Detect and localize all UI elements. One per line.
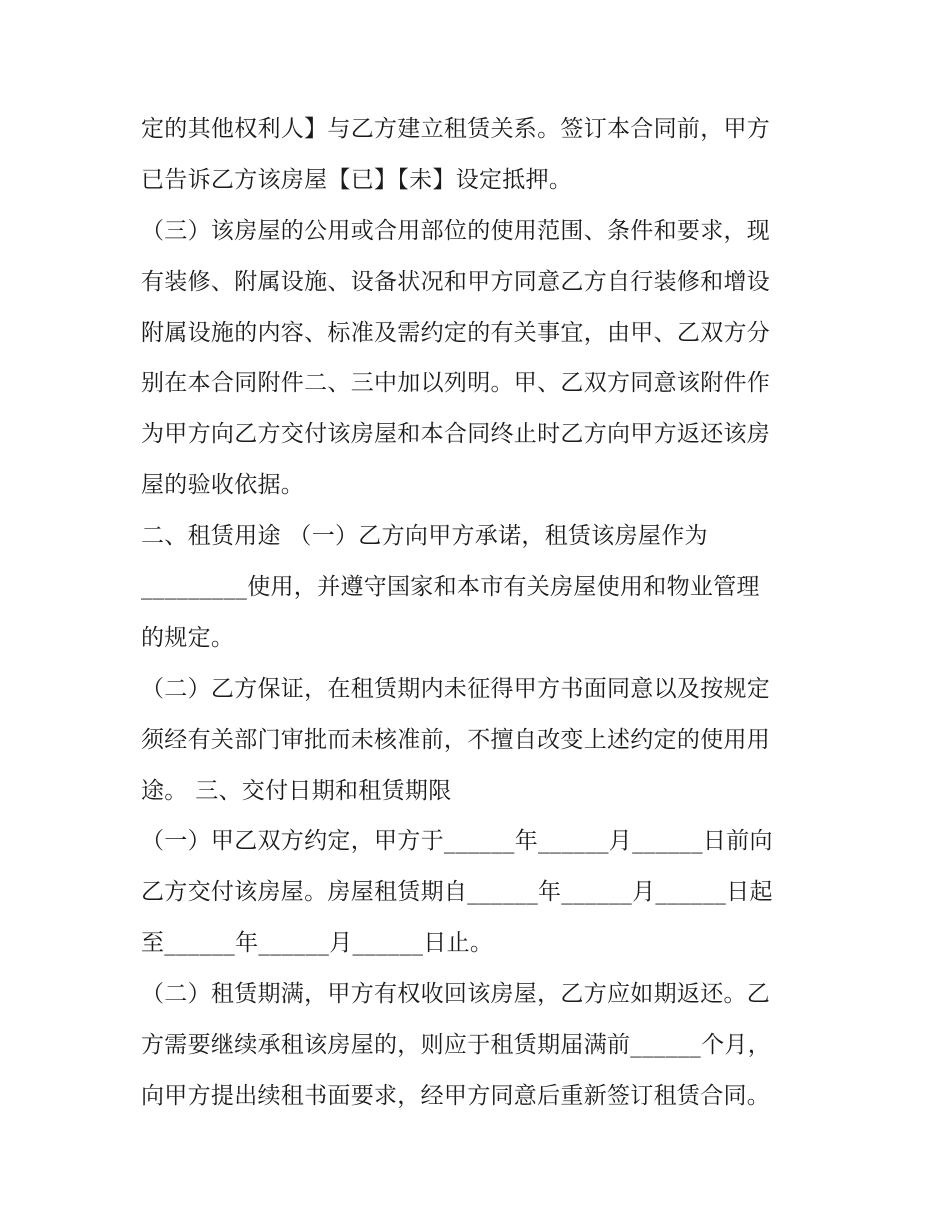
text-line: 定的其他权利人】与乙方建立租赁关系。签订本合同前，甲方 [141, 116, 771, 142]
text-line: 至______年______月______日止。 [141, 930, 494, 957]
text-line: 乙方交付该房屋。房屋租赁期自______年______月______日起 [141, 879, 773, 906]
text-line: （一）甲乙双方约定，甲方于______年______月______日前向 [141, 828, 773, 855]
text-line: 二、租赁用途 （一）乙方向甲方承诺，租赁该房屋作为 [141, 523, 708, 550]
contract-text [141, 104, 821, 1122]
text-line: 别在本合同附件二、三中加以列明。甲、乙双方同意该附件作 [141, 370, 771, 397]
text-line: 须经有关部门审批而未核准前，不擅自改变上述约定的使用用 [141, 726, 771, 753]
text-line: 有装修、附属设施、设备状况和甲方同意乙方自行装修和增设 [141, 268, 771, 295]
text-line: 的规定。 [141, 624, 235, 651]
text-line: 已告诉乙方该房屋【已】【未】设定抵押。 [141, 166, 573, 193]
text-line: 附属设施的内容、标准及需约定的有关事宜，由甲、乙双方分 [141, 319, 771, 346]
text-line: （二）租赁期满，甲方有权收回该房屋，乙方应如期返还。乙 [141, 981, 771, 1008]
text-line: 屋的验收依据。 [141, 472, 305, 499]
text-line: _________使用，并遵守国家和本市有关房屋使用和物业管理 [141, 574, 760, 601]
text-line: （三）该房屋的公用或合用部位的使用范围、条件和要求，现 [141, 217, 771, 244]
text-line: （二）乙方保证，在租赁期内未征得甲方书面同意以及按规定 [141, 675, 771, 702]
text-line: 途。 三、交付日期和租赁期限 [141, 777, 452, 804]
text-line: 为甲方向乙方交付该房屋和本合同终止时乙方向甲方返还该房 [141, 421, 771, 448]
text-line: 向甲方提出续租书面要求，经甲方同意后重新签订租赁合同。 [141, 1082, 771, 1109]
text-line: 方需要继续承租该房屋的，则应于租赁期届满前______个月， [141, 1032, 771, 1059]
